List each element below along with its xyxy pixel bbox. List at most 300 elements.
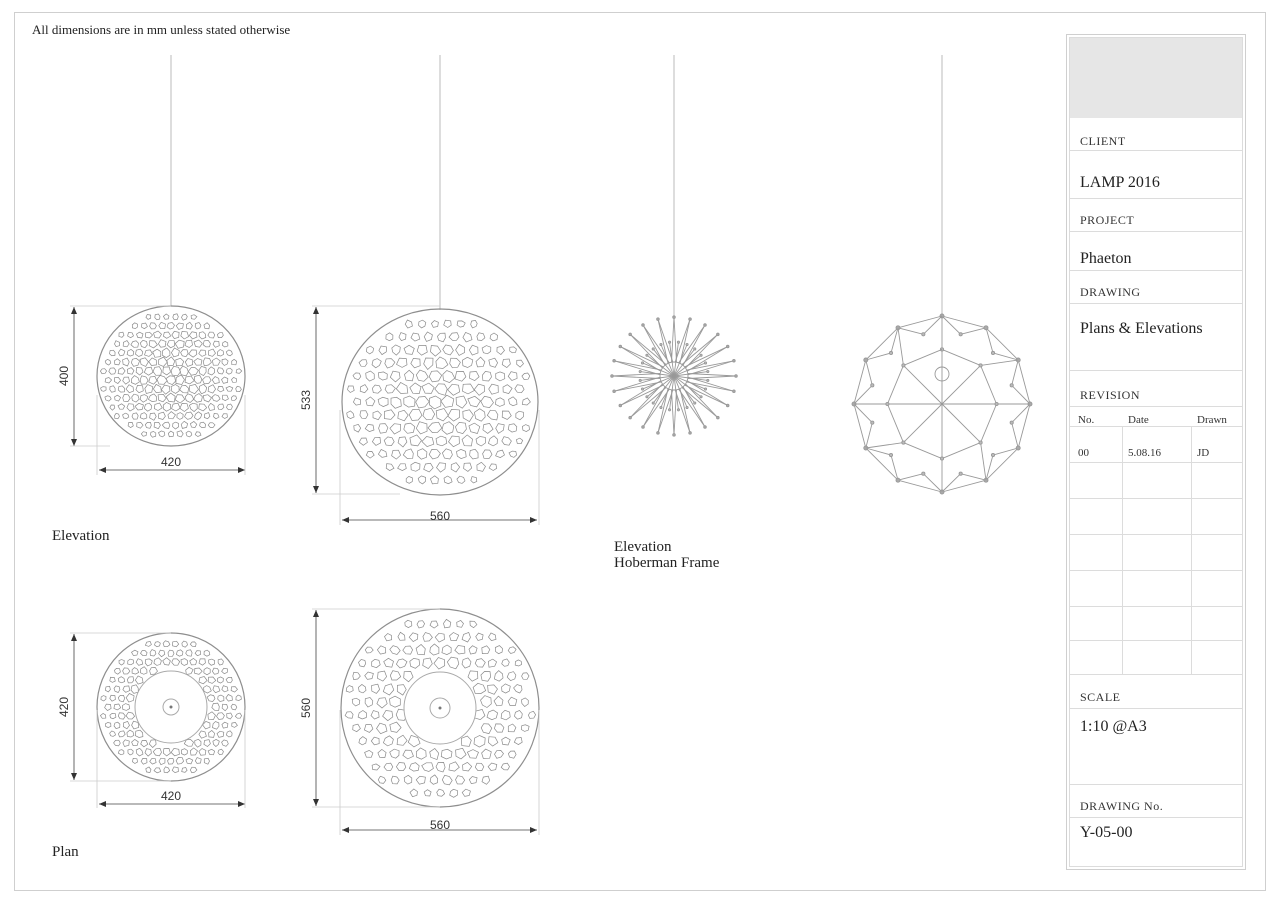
frame-strut	[942, 443, 981, 459]
sphere-cell	[444, 320, 452, 327]
sphere-cell	[189, 403, 197, 411]
sphere-cell	[443, 371, 455, 383]
sphere-cell	[167, 323, 174, 330]
sphere-cell	[447, 657, 459, 669]
sphere-cell	[358, 711, 367, 720]
sphere-cell	[126, 385, 134, 393]
sphere-cell	[404, 775, 412, 784]
frame-joint	[613, 390, 616, 393]
frame-joint	[677, 409, 679, 411]
sphere-cell	[145, 422, 151, 428]
sphere-cell	[227, 713, 233, 719]
divider	[1070, 606, 1242, 607]
sphere-cell	[428, 422, 442, 432]
frame-joint	[686, 343, 688, 345]
sphere-cell	[217, 731, 224, 737]
sphere-cell	[373, 411, 381, 420]
dim-small-elevation-height: 400	[57, 365, 71, 387]
sphere-cell	[150, 323, 157, 329]
sphere-cell	[208, 385, 216, 393]
sphere-cell	[159, 412, 166, 419]
sphere-cell	[118, 368, 125, 375]
sphere-cell	[123, 341, 129, 347]
sphere-cell	[199, 366, 206, 375]
sphere-cell	[123, 395, 131, 402]
sphere-cell	[461, 736, 471, 746]
sphere-cell	[208, 677, 216, 683]
sphere-cell	[190, 422, 196, 428]
frame-strut	[687, 361, 734, 370]
divider	[1070, 498, 1242, 499]
sphere-cell	[403, 646, 413, 654]
frame-joint	[704, 324, 707, 327]
sphere-cell	[488, 685, 498, 694]
frame-strut	[679, 389, 705, 427]
sphere-cell	[490, 333, 498, 341]
sphere-cell	[208, 349, 215, 356]
sphere-cell	[231, 704, 237, 710]
sphere-cell	[175, 340, 184, 348]
sphere-cell	[181, 421, 187, 428]
sphere-cell	[212, 703, 220, 710]
sphere-cell	[455, 371, 466, 381]
sphere-cell	[199, 332, 206, 339]
sphere-cell	[437, 463, 446, 472]
sphere-cell	[148, 394, 156, 402]
sphere-cell	[450, 633, 459, 641]
sphere-cell	[118, 713, 125, 719]
sphere-cell	[154, 331, 162, 338]
sphere-cell	[429, 371, 442, 382]
sphere-cell	[176, 375, 185, 385]
sphere-cell	[398, 632, 405, 640]
title-block-inner	[1069, 37, 1243, 867]
sphere-cell	[208, 403, 214, 410]
sphere-cell	[115, 395, 121, 401]
sphere-cell	[391, 776, 399, 784]
sphere-cell	[222, 722, 228, 728]
sphere-cell	[123, 413, 129, 418]
sphere-cell	[155, 642, 161, 647]
sphere-cell	[218, 749, 224, 755]
sphere-cell	[135, 403, 144, 410]
sphere-cell	[508, 697, 517, 705]
sphere-cell	[494, 671, 503, 682]
sphere-cell	[522, 398, 530, 405]
sphere-cell	[405, 620, 412, 627]
dimensions-note: All dimensions are in mm unless stated otherwise	[32, 22, 291, 37]
sphere-cell	[494, 696, 503, 706]
frame-joint	[1010, 384, 1013, 387]
frame-strut	[903, 443, 942, 459]
sphere-cell	[399, 333, 406, 341]
sphere-cell	[371, 711, 379, 720]
sphere-cell	[495, 398, 504, 407]
sphere-cell	[167, 357, 175, 366]
divider	[1070, 534, 1242, 535]
sphere-cell	[150, 650, 156, 656]
sphere-cell	[114, 377, 120, 383]
frame-strut	[643, 325, 669, 363]
sphere-cell	[353, 373, 361, 380]
frame-strut	[961, 474, 986, 481]
sphere-cell	[442, 775, 452, 785]
divider	[1070, 640, 1242, 641]
lamp-large-elevation	[342, 309, 538, 495]
frame-joint	[677, 341, 679, 343]
frame-joint	[652, 348, 654, 350]
frame-strut	[643, 389, 669, 427]
sphere-cell	[218, 677, 224, 683]
frame-joint	[940, 457, 943, 460]
sphere-cell	[416, 645, 425, 655]
frame-joint	[717, 416, 720, 419]
sphere-cell	[360, 411, 368, 419]
sphere-cell	[476, 633, 483, 640]
sphere-cell	[209, 659, 215, 665]
sphere-cell	[386, 333, 393, 341]
sphere-cell	[441, 749, 452, 759]
frame-joint	[646, 354, 648, 356]
sphere-cell	[122, 704, 129, 711]
sphere-cell	[186, 758, 193, 764]
sphere-cell	[140, 340, 147, 347]
sphere-cell	[188, 368, 198, 376]
frame-strut	[898, 328, 923, 335]
sphere-cell	[424, 358, 433, 370]
sphere-cell	[185, 376, 194, 384]
frame-joint	[689, 432, 692, 435]
sphere-cell	[353, 724, 361, 732]
sphere-cell	[463, 410, 474, 422]
sphere-cell	[496, 450, 505, 458]
sphere-cell	[163, 658, 171, 665]
sphere-cell	[181, 331, 189, 339]
frame-label-line1: Elevation	[614, 539, 672, 555]
sphere-cell	[185, 359, 192, 367]
dim-large-plan-height: 560	[299, 697, 313, 719]
sphere-cell	[390, 749, 399, 758]
sphere-cell	[398, 437, 407, 447]
frame-strut	[1012, 360, 1019, 385]
sphere-cell	[462, 435, 473, 446]
sphere-cell	[114, 722, 120, 728]
sphere-cell	[168, 758, 174, 764]
sphere-cell	[127, 730, 134, 737]
sphere-cell	[132, 394, 139, 402]
sphere-cell	[353, 398, 360, 405]
sphere-cell	[354, 424, 361, 432]
sphere-cell	[449, 333, 459, 341]
sphere-cell	[105, 704, 112, 710]
frame-joint	[694, 348, 696, 350]
sphere-cell	[149, 377, 157, 385]
frame-strut	[866, 423, 873, 448]
sphere-cell	[470, 372, 480, 381]
sphere-cell	[462, 789, 470, 796]
sphere-cell	[208, 332, 215, 338]
sphere-cell	[449, 436, 460, 447]
sphere-cell	[508, 724, 516, 732]
sphere-cell	[203, 377, 212, 384]
sphere-cell	[204, 413, 210, 419]
sphere-cell	[463, 384, 475, 394]
sphere-cell	[441, 395, 454, 407]
sphere-cell	[100, 369, 106, 374]
sphere-cell	[521, 725, 529, 732]
sphere-cell	[171, 366, 180, 376]
sphere-cell	[378, 749, 386, 757]
sphere-cell	[194, 394, 203, 403]
frame-strut	[887, 365, 903, 404]
sphere-cell	[118, 695, 124, 702]
sphere-cell	[150, 668, 158, 675]
sphere-cell	[501, 710, 510, 720]
sphere-cell	[209, 731, 215, 738]
sphere-cell	[489, 633, 497, 641]
sphere-cell	[204, 668, 210, 675]
sphere-cell	[410, 435, 422, 446]
sphere-cell	[146, 767, 151, 773]
sphere-cell	[468, 396, 481, 407]
sphere-cell	[186, 431, 192, 437]
dim-large-plan-width: 560	[429, 818, 451, 832]
hoberman-frame-elevation	[852, 314, 1032, 494]
sphere-cell	[128, 333, 134, 338]
sphere-cell	[377, 646, 385, 654]
sphere-cell	[473, 683, 486, 693]
sphere-cell	[418, 476, 425, 484]
sphere-cell	[153, 748, 161, 755]
sphere-cell	[436, 436, 447, 446]
divider	[1070, 708, 1242, 709]
sphere-cell	[123, 721, 129, 728]
sphere-cell	[176, 358, 184, 365]
drawing-value: Plans & Elevations	[1080, 320, 1203, 337]
frame-joint	[668, 409, 670, 411]
sphere-cell	[190, 642, 196, 647]
logo-box	[1070, 38, 1242, 118]
frame-joint	[660, 406, 662, 408]
sphere-cell	[208, 712, 216, 720]
sphere-cell	[502, 359, 510, 368]
sphere-cell	[474, 409, 485, 422]
sphere-cell	[476, 437, 485, 447]
frame-strut	[679, 325, 705, 363]
sphere-cell	[464, 463, 472, 471]
frame-joint	[707, 370, 709, 372]
sphere-cell	[141, 667, 148, 675]
sphere-cell	[406, 476, 412, 483]
sphere-cell	[190, 748, 197, 755]
sphere-cell	[110, 695, 116, 701]
sphere-cell	[496, 372, 505, 381]
sphere-cell	[372, 764, 380, 770]
sphere-cell	[127, 349, 134, 356]
sphere-cell	[416, 370, 428, 381]
sphere-cell	[410, 383, 421, 394]
sphere-cell	[110, 677, 116, 682]
sphere-cell	[123, 668, 130, 674]
sphere-cell	[226, 350, 232, 356]
sphere-cell	[528, 711, 535, 718]
sphere-cell	[177, 413, 183, 420]
sphere-cell	[457, 476, 465, 483]
sphere-cell	[146, 332, 153, 338]
sphere-cell	[199, 404, 207, 411]
sphere-cell	[444, 619, 451, 628]
sphere-cell	[236, 369, 242, 374]
sphere-cell	[496, 424, 505, 434]
lamp-large-plan	[341, 609, 539, 807]
drawing-no-value: Y-05-00	[1080, 824, 1133, 841]
sphere-cell	[429, 450, 440, 460]
sphere-cell	[189, 332, 197, 339]
sphere-cell	[360, 385, 368, 393]
sphere-cell	[200, 422, 206, 428]
sphere-cell	[128, 659, 134, 665]
sphere-cell	[448, 409, 460, 421]
revision-row-no: 00	[1078, 447, 1089, 459]
sphere-cell	[482, 749, 492, 758]
sphere-cell	[378, 671, 387, 681]
sphere-cell	[462, 632, 470, 642]
sphere-cell	[502, 684, 511, 693]
sphere-cell	[131, 376, 139, 385]
sphere-cell	[218, 404, 224, 410]
frame-joint	[871, 384, 874, 387]
drawing-heading: DRAWING	[1080, 285, 1141, 299]
sphere-cell	[487, 410, 498, 420]
sphere-cell	[212, 377, 219, 384]
sphere-cell	[110, 405, 115, 410]
sphere-cell	[509, 397, 518, 406]
sphere-cell	[422, 763, 434, 772]
sphere-cell	[114, 740, 121, 746]
sphere-cell	[199, 350, 206, 356]
sphere-cell	[114, 704, 121, 710]
sphere-cell	[424, 463, 434, 472]
sphere-cell	[477, 462, 486, 471]
sphere-cell	[372, 385, 381, 393]
sphere-cell	[416, 397, 430, 409]
sphere-cell	[213, 722, 220, 730]
sphere-cell	[132, 650, 139, 655]
sphere-cell	[132, 413, 138, 419]
sphere-cell	[195, 668, 203, 674]
dim-small-plan-height: 420	[57, 696, 71, 718]
sphere-cell	[475, 763, 484, 770]
sphere-cell	[217, 333, 223, 338]
sphere-cell	[463, 332, 472, 342]
frame-joint	[657, 432, 660, 435]
sphere-cell	[489, 384, 499, 394]
sphere-cell	[483, 423, 493, 433]
sphere-cell	[378, 397, 388, 406]
sphere-cell	[189, 350, 197, 357]
sphere-cell	[168, 412, 176, 419]
frame-label-line2: Hoberman Frame	[614, 555, 720, 571]
sphere-cell	[516, 411, 524, 420]
sphere-cell	[222, 341, 228, 347]
sphere-cell	[226, 386, 233, 391]
sphere-cell	[173, 641, 179, 647]
sphere-cell	[180, 366, 189, 376]
sphere-cell	[132, 758, 137, 763]
sphere-cell	[226, 731, 232, 737]
frame-joint	[733, 390, 736, 393]
sphere-cell	[352, 698, 360, 706]
sphere-cell	[144, 367, 153, 375]
sphere-cell	[146, 315, 151, 320]
sphere-cell	[422, 383, 434, 393]
sphere-cell	[366, 397, 375, 406]
sphere-cell	[365, 672, 374, 679]
sphere-cell	[140, 395, 148, 403]
client-value: LAMP 2016	[1080, 174, 1160, 191]
sphere-cell	[468, 671, 478, 681]
frame-joint	[642, 324, 645, 327]
sphere-cell	[482, 646, 490, 654]
sphere-cell	[424, 332, 432, 341]
dim-large-elevation-height: 533	[299, 389, 313, 411]
frame-elevation-label	[614, 539, 719, 571]
divider	[1070, 270, 1242, 271]
frame-joint	[733, 359, 736, 362]
sphere-cell	[119, 332, 124, 337]
frame-joint	[979, 364, 982, 367]
sphere-cell	[177, 431, 183, 437]
sphere-cell	[390, 671, 400, 680]
sphere-cell	[448, 384, 460, 395]
sphere-cell	[348, 386, 355, 393]
frame-strut	[687, 382, 734, 391]
sphere-cell	[383, 711, 393, 721]
frame-strut	[866, 360, 873, 385]
sphere-cell	[469, 345, 478, 355]
sphere-cell	[495, 750, 504, 758]
sphere-cell	[456, 748, 467, 759]
sphere-cell	[213, 739, 219, 746]
sphere-cell	[199, 384, 207, 394]
sphere-cell	[409, 409, 422, 420]
sphere-cell	[372, 659, 381, 667]
frame-joint	[613, 359, 616, 362]
sphere-cell	[185, 394, 194, 403]
frame-joint	[959, 472, 962, 475]
sphere-cell	[443, 345, 454, 355]
sphere-cell	[514, 738, 522, 745]
sphere-cell	[217, 350, 223, 357]
frame-joint	[902, 364, 905, 367]
sphere-cell	[462, 658, 471, 668]
dim-small-elevation-width: 420	[160, 455, 182, 469]
sphere-cell	[430, 775, 438, 784]
sphere-cell	[145, 350, 153, 357]
sphere-cell	[199, 677, 207, 684]
revision-row-date: 5.08.16	[1128, 447, 1161, 459]
sphere-cell	[208, 367, 215, 375]
sphere-cell	[404, 396, 415, 407]
sphere-cell	[514, 685, 522, 694]
sphere-cell	[145, 641, 151, 646]
sphere-cell	[217, 713, 225, 720]
sphere-cell	[501, 763, 509, 770]
frame-joint	[1010, 421, 1013, 424]
sphere-cell	[173, 314, 179, 320]
sphere-cell	[141, 740, 148, 746]
sphere-cell	[508, 751, 516, 758]
